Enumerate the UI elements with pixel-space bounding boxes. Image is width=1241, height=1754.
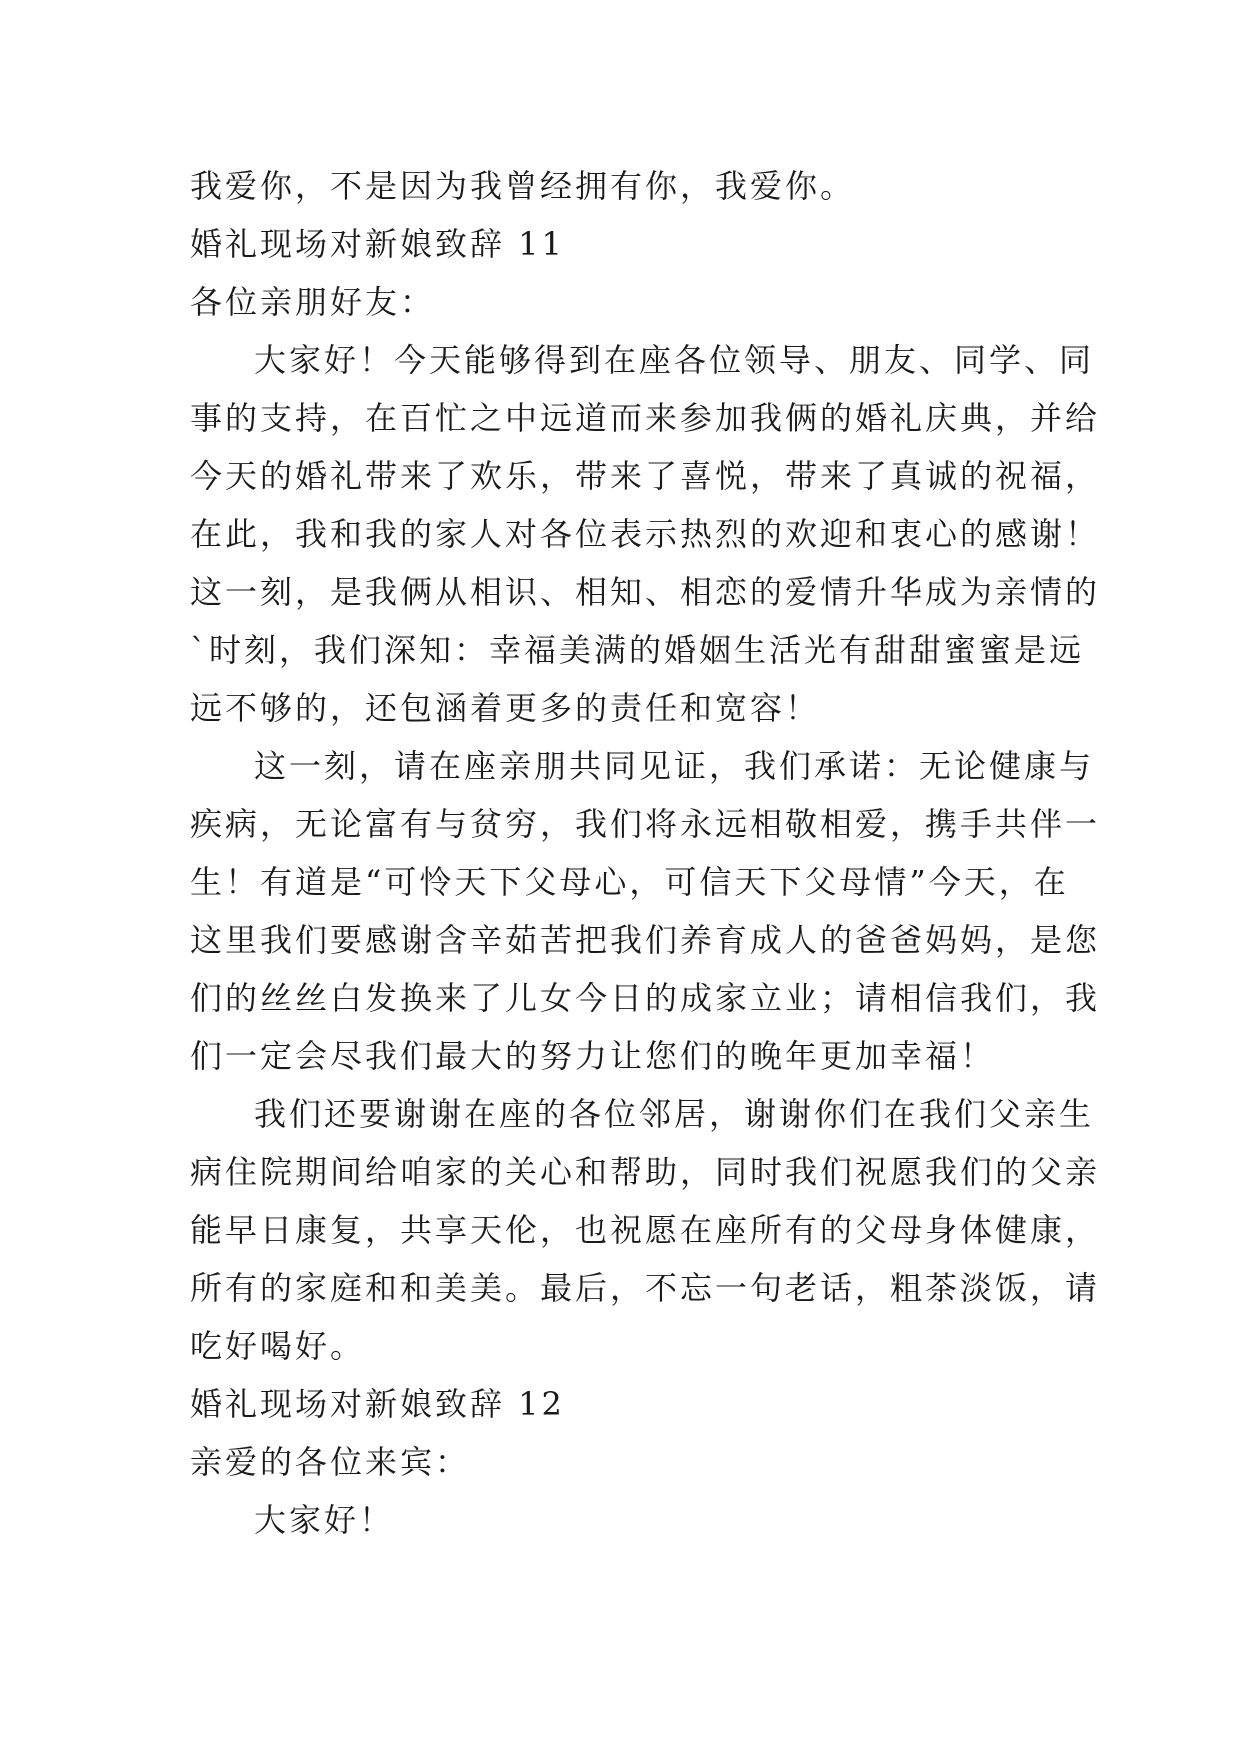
section-heading-11: 婚礼现场对新娘致辞 11 bbox=[190, 225, 565, 263]
paragraph-2-line-3: 生！有道是“可怜天下父母心，可信天下父母情”今天，在 bbox=[190, 863, 1069, 901]
paragraph-3-line-4: 所有的家庭和和美美。最后，不忘一句老话，粗茶淡饭，请 bbox=[190, 1269, 1101, 1307]
paragraph-3-line-1: 我们还要谢谢在座的各位邻居，谢谢你们在我们父亲生 bbox=[254, 1095, 1095, 1133]
paragraph-1-line-4: 在此，我和我的家人对各位表示热烈的欢迎和衷心的感谢！ bbox=[190, 515, 1101, 553]
paragraph-1-line-7: 远不够的，还包涵着更多的责任和宽容！ bbox=[190, 689, 821, 727]
paragraph-3-line-2: 病住院期间给咱家的关心和帮助，同时我们祝愿我们的父亲 bbox=[190, 1153, 1101, 1191]
paragraph-1-line-2: 事的支持，在百忙之中远道而来参加我俩的婚礼庆典，并给 bbox=[190, 399, 1101, 437]
paragraph-2-line-4: 这里我们要感谢含辛茹苦把我们养育成人的爸爸妈妈，是您 bbox=[190, 921, 1101, 959]
closing-line: 我爱你，不是因为我曾经拥有你，我爱你。 bbox=[190, 167, 856, 205]
paragraph-1-line-1: 大家好！今天能够得到在座各位领导、朋友、同学、同 bbox=[254, 341, 1095, 379]
paragraph-2-line-5: 们的丝丝白发换来了儿女今日的成家立业；请相信我们，我 bbox=[190, 979, 1101, 1017]
paragraph-2-line-1: 这一刻，请在座亲朋共同见证，我们承诺：无论健康与 bbox=[254, 747, 1095, 785]
paragraph-1-line-6: `时刻，我们深知：幸福美满的婚姻生活光有甜甜蜜蜜是远 bbox=[190, 631, 1085, 669]
section-heading-12: 婚礼现场对新娘致辞 12 bbox=[190, 1385, 565, 1423]
paragraph-2-line-2: 疾病，无论富有与贫穷，我们将永远相敬相爱，携手共伴一 bbox=[190, 805, 1101, 843]
salutation-line-2: 亲爱的各位来宾： bbox=[190, 1443, 471, 1481]
paragraph-3-line-5: 吃好喝好。 bbox=[190, 1327, 366, 1365]
greeting-line: 大家好！ bbox=[254, 1501, 395, 1539]
paragraph-1-line-5: 这一刻，是我俩从相识、相知、相恋的爱情升华成为亲情的 bbox=[190, 573, 1101, 611]
paragraph-3-line-3: 能早日康复，共享天伦，也祝愿在座所有的父母身体健康， bbox=[190, 1211, 1101, 1249]
paragraph-1-line-3: 今天的婚礼带来了欢乐，带来了喜悦，带来了真诚的祝福， bbox=[190, 457, 1101, 495]
salutation-line: 各位亲朋好友： bbox=[190, 283, 436, 321]
paragraph-2-line-6: 们一定会尽我们最大的努力让您们的晚年更加幸福！ bbox=[190, 1037, 996, 1075]
